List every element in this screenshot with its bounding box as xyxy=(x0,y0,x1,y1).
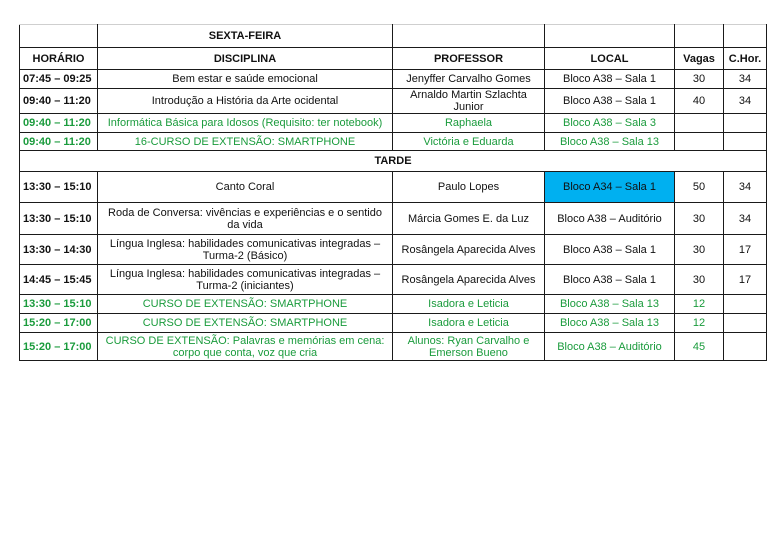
row-chor-cell xyxy=(724,133,767,151)
day-title: SEXTA-FEIRA xyxy=(98,25,393,48)
row-local-cell: Bloco A38 – Sala 1 xyxy=(545,235,675,265)
row-disciplina-cell: 16-CURSO DE EXTENSÃO: SMARTPHONE xyxy=(98,133,393,151)
row-disciplina-cell: Roda de Conversa: vivências e experiências e o sentido da vida xyxy=(98,203,393,235)
table-row xyxy=(20,203,767,235)
row-horario-cell: 09:40 – 11:20 xyxy=(20,133,98,151)
row-chor-cell xyxy=(724,333,767,361)
section-label-tarde: TARDE xyxy=(20,151,767,172)
row-local-cell: Bloco A34 – Sala 1 xyxy=(545,172,675,203)
row-professor-cell: Rosângela Aparecida Alves xyxy=(393,265,545,295)
row-professor-cell: Isadora e Leticia xyxy=(393,314,545,333)
table-row xyxy=(20,70,767,89)
table-row xyxy=(20,314,767,333)
title-row xyxy=(20,25,767,48)
row-chor-cell: 34 xyxy=(724,172,767,203)
title-blank-cell xyxy=(675,25,724,48)
col-header-local: LOCAL xyxy=(545,48,675,70)
table-row xyxy=(20,114,767,133)
col-header-professor: PROFESSOR xyxy=(393,48,545,70)
col-header-disciplina: DISCIPLINA xyxy=(98,48,393,70)
row-professor-cell: Paulo Lopes xyxy=(393,172,545,203)
row-professor-cell: Raphaela xyxy=(393,114,545,133)
row-horario-cell: 13:30 – 15:10 xyxy=(20,295,98,314)
row-vagas-cell xyxy=(675,133,724,151)
row-horario-cell: 15:20 – 17:00 xyxy=(20,333,98,361)
row-horario-cell: 13:30 – 15:10 xyxy=(20,172,98,203)
row-chor-cell xyxy=(724,295,767,314)
row-professor-cell: Jenyffer Carvalho Gomes xyxy=(393,70,545,89)
row-vagas-cell: 30 xyxy=(675,203,724,235)
row-chor-cell xyxy=(724,114,767,133)
row-disciplina-cell: CURSO DE EXTENSÃO: SMARTPHONE xyxy=(98,295,393,314)
row-disciplina-cell: Canto Coral xyxy=(98,172,393,203)
table-row xyxy=(20,133,767,151)
col-header-horario: HORÁRIO xyxy=(20,48,98,70)
row-disciplina-cell: Bem estar e saúde emocional xyxy=(98,70,393,89)
row-local-cell: Bloco A38 – Sala 13 xyxy=(545,295,675,314)
row-professor-cell: Alunos: Ryan Carvalho e Emerson Bueno xyxy=(393,333,545,361)
title-blank-cell xyxy=(20,25,98,48)
row-local-cell: Bloco A38 – Sala 1 xyxy=(545,265,675,295)
row-vagas-cell: 50 xyxy=(675,172,724,203)
row-horario-cell: 09:40 – 11:20 xyxy=(20,89,98,114)
row-chor-cell: 34 xyxy=(724,203,767,235)
row-horario-cell: 09:40 – 11:20 xyxy=(20,114,98,133)
row-horario-cell: 14:45 – 15:45 xyxy=(20,265,98,295)
row-professor-cell: Rosângela Aparecida Alves xyxy=(393,235,545,265)
row-professor-cell: Victória e Eduarda xyxy=(393,133,545,151)
title-blank-cell xyxy=(393,25,545,48)
row-chor-cell xyxy=(724,314,767,333)
table-row xyxy=(20,235,767,265)
table-row xyxy=(20,89,767,114)
row-professor-cell: Márcia Gomes E. da Luz xyxy=(393,203,545,235)
schedule-table xyxy=(19,24,767,361)
row-disciplina-cell: CURSO DE EXTENSÃO: SMARTPHONE xyxy=(98,314,393,333)
row-local-cell: Bloco A38 – Sala 1 xyxy=(545,70,675,89)
row-chor-cell: 17 xyxy=(724,235,767,265)
row-disciplina-cell: CURSO DE EXTENSÃO: Palavras e memórias em cena: corpo que conta, voz que cria xyxy=(98,333,393,361)
row-disciplina-cell: Língua Inglesa: habilidades comunicativas integradas – Turma-2 (iniciantes) xyxy=(98,265,393,295)
row-chor-cell: 34 xyxy=(724,70,767,89)
row-local-cell: Bloco A38 – Sala 13 xyxy=(545,133,675,151)
row-local-cell: Bloco A38 – Sala 1 xyxy=(545,89,675,114)
row-local-cell: Bloco A38 – Sala 13 xyxy=(545,314,675,333)
row-vagas-cell: 30 xyxy=(675,235,724,265)
row-professor-cell: Isadora e Leticia xyxy=(393,295,545,314)
row-vagas-cell: 40 xyxy=(675,89,724,114)
col-header-chor: C.Hor. xyxy=(724,48,767,70)
row-disciplina-cell: Língua Inglesa: habilidades comunicativas integradas – Turma-2 (Básico) xyxy=(98,235,393,265)
header-row xyxy=(20,48,767,70)
row-horario-cell: 13:30 – 15:10 xyxy=(20,203,98,235)
title-blank-cell xyxy=(724,25,767,48)
row-vagas-cell: 12 xyxy=(675,314,724,333)
table-row xyxy=(20,172,767,203)
col-header-vagas: Vagas xyxy=(675,48,724,70)
row-vagas-cell xyxy=(675,114,724,133)
row-disciplina-cell: Informática Básica para Idosos (Requisito: ter notebook) xyxy=(98,114,393,133)
row-horario-cell: 15:20 – 17:00 xyxy=(20,314,98,333)
row-vagas-cell: 45 xyxy=(675,333,724,361)
row-chor-cell: 34 xyxy=(724,89,767,114)
row-vagas-cell: 12 xyxy=(675,295,724,314)
row-professor-cell: Arnaldo Martin Szlachta Junior xyxy=(393,89,545,114)
row-local-cell: Bloco A38 – Auditório xyxy=(545,203,675,235)
row-local-cell: Bloco A38 – Sala 3 xyxy=(545,114,675,133)
row-disciplina-cell: Introdução a História da Arte ocidental xyxy=(98,89,393,114)
table-row xyxy=(20,265,767,295)
row-horario-cell: 13:30 – 14:30 xyxy=(20,235,98,265)
row-local-cell: Bloco A38 – Auditório xyxy=(545,333,675,361)
title-blank-cell xyxy=(545,25,675,48)
row-chor-cell: 17 xyxy=(724,265,767,295)
row-vagas-cell: 30 xyxy=(675,70,724,89)
row-vagas-cell: 30 xyxy=(675,265,724,295)
table-row xyxy=(20,295,767,314)
row-horario-cell: 07:45 – 09:25 xyxy=(20,70,98,89)
table-row xyxy=(20,333,767,361)
section-row-tarde xyxy=(20,151,767,172)
